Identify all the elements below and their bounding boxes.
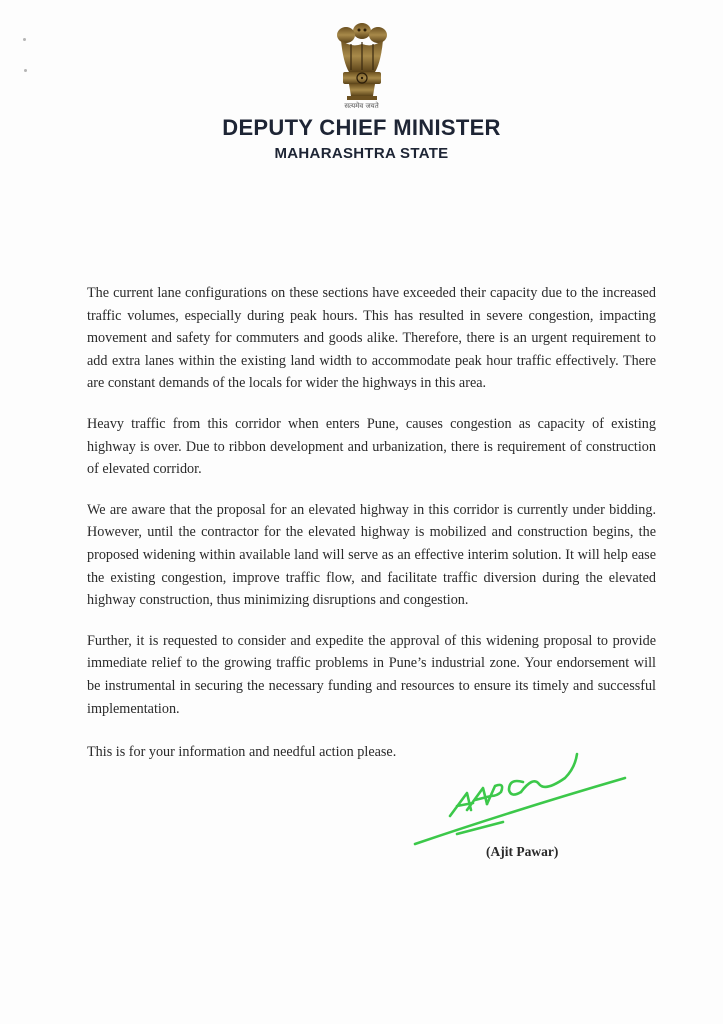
signer-name: (Ajit Pawar) bbox=[486, 844, 559, 859]
office-subtitle: MAHARASHTRA STATE bbox=[274, 145, 449, 162]
scan-speck bbox=[24, 69, 27, 72]
paragraph-heavy-traffic: Heavy traffic from this corridor when enters Pune, causes congestion as capacity of existing highway is over. Due to ribbon development and urbanization, there is requirement of construction of elevated corridor. bbox=[87, 415, 656, 478]
office-title: DEPUTY CHIEF MINISTER bbox=[222, 115, 501, 140]
emblem-motto: सत्यमेव जयते bbox=[344, 102, 379, 110]
letter-body bbox=[87, 282, 656, 738]
scan-speck bbox=[23, 38, 26, 41]
paragraph-elevated-highway: We are aware that the proposal for an elevated highway in this corridor is currently under bidding. However, until the contractor for the elevated highway is mobilized and construction begins, the proposed widening within available land will serve as an effective interim solution. It will help ease the existing congestion, improve traffic flow, and facilitate traffic diversion during the elevated highway construction, thus minimizing disruptions and congestion. bbox=[87, 501, 656, 609]
paragraph-request: Further, it is requested to consider and expedite the approval of this widening proposal to provide immediate relief to the growing traffic problems in Pune’s industrial zone. Your endorsement will be instrumental in securing the necessary funding and resources to ensure its timely and successful implementation. bbox=[87, 632, 656, 717]
paragraph-capacity: The current lane configurations on these sections have exceeded their capacity due to the increased traffic volumes, especially during peak hours. This has resulted in severe congestion, impacting movement and safety for commuters and goods alike. Therefore, there is an urgent requirement to add extra lanes within the existing land width to accommodate peak hour traffic effectively. There are constant demands of the locals for wider the highways in this area. bbox=[87, 285, 656, 392]
national-emblem-icon bbox=[333, 22, 391, 104]
closing-line: This is for your information and needful action please. bbox=[87, 744, 397, 760]
handwritten-signature bbox=[405, 748, 635, 858]
